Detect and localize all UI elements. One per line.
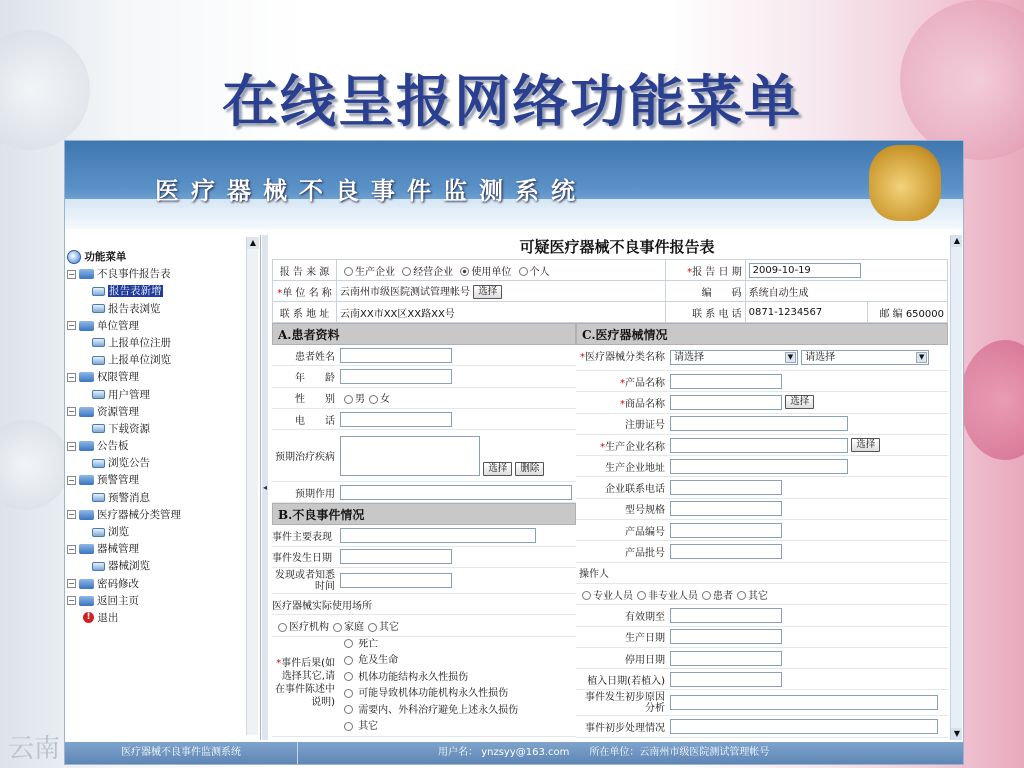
folder-icon <box>79 596 94 606</box>
app-banner <box>65 141 963 229</box>
radio-place-0[interactable] <box>278 623 287 632</box>
collapse-icon[interactable]: − <box>68 579 75 589</box>
radio-consequence[interactable] <box>344 705 353 714</box>
collapse-icon[interactable]: − <box>68 407 75 417</box>
page-icon <box>92 338 105 347</box>
manufacturer-input[interactable] <box>670 438 848 453</box>
menu-item[interactable]: − 不良事件报告表 <box>68 268 171 281</box>
menu-item[interactable]: 用户管理 <box>67 387 247 404</box>
cause-input[interactable] <box>670 695 938 710</box>
menu-item[interactable]: − 预警管理 <box>68 474 139 487</box>
status-system-name: 医疗器械不良事件监测系统 <box>65 742 298 764</box>
radio-source-3[interactable] <box>519 267 528 276</box>
menu-item[interactable]: 浏览公告 <box>67 455 247 472</box>
menu-item[interactable]: − 单位管理 <box>68 319 139 332</box>
folder-icon <box>79 510 94 520</box>
menu-item[interactable]: − 公告板 <box>68 440 129 453</box>
folder-icon <box>79 441 94 451</box>
report-source-options: 生产企业 经营企业 使用单位 个人 <box>337 260 666 281</box>
discover-date-input[interactable] <box>340 573 452 588</box>
collapse-icon[interactable]: − <box>68 596 75 606</box>
report-date-field[interactable]: 2009-10-19 <box>749 263 861 278</box>
folder-icon <box>79 407 94 417</box>
menu-item[interactable]: − 权限管理 <box>68 371 139 384</box>
section-a-header: A.患者资料 <box>272 323 576 345</box>
sidebar-scrollbar[interactable]: ▲ <box>246 237 258 735</box>
consequence-option[interactable]: 死亡 <box>340 637 576 654</box>
handling-input[interactable] <box>670 719 938 734</box>
menu-item[interactable]: 下载资源 <box>67 421 247 438</box>
background-flower <box>0 420 70 510</box>
menu-item[interactable]: 上报单位浏览 <box>67 352 247 369</box>
menu-item[interactable]: 上报单位注册 <box>67 335 247 352</box>
unit-select-button[interactable]: 选择 <box>473 285 502 299</box>
form-scrollbar[interactable]: ▲ ▼ <box>950 235 962 740</box>
menu-item[interactable]: − 资源管理 <box>68 405 139 418</box>
consequence-option[interactable]: 危及生命 <box>340 653 576 670</box>
background-flower <box>960 340 1024 460</box>
phone-value: 0871-1234567 <box>745 302 867 323</box>
radio-operator-3[interactable] <box>737 591 746 600</box>
system-title: 医疗器械不良事件监测系统 <box>155 176 587 205</box>
menu-root: 功能菜单 <box>67 249 247 266</box>
radio-operator-2[interactable] <box>702 591 711 600</box>
consequence-option[interactable]: 其它 <box>340 719 576 736</box>
valid-until-input[interactable] <box>670 608 782 623</box>
collapse-icon[interactable]: − <box>68 372 75 382</box>
disease-delete-button[interactable]: 删除 <box>515 462 544 476</box>
trade-name-select-button[interactable]: 选择 <box>785 395 814 409</box>
unit-name-value: 云南州市级医院测试管理帐号 <box>340 287 470 298</box>
status-bar: 医疗器械不良事件监测系统 用户名： ynzsyy@163.com 所在单位：云南州市级医院测试管理帐号 <box>65 742 964 764</box>
collapse-icon[interactable]: − <box>68 269 75 279</box>
slide-title: 在线呈报网络功能菜单 <box>222 70 802 135</box>
menu-item[interactable]: 器械浏览 <box>67 558 247 575</box>
form-title: 可疑医疗器械不良事件报告表 <box>519 238 715 256</box>
consequence-options <box>338 637 576 736</box>
implant-date-input[interactable] <box>670 672 782 687</box>
page-icon <box>92 304 105 313</box>
page-icon <box>92 424 105 433</box>
menu-item[interactable]: − 密码修改 <box>68 577 139 590</box>
section-b-header: B.不良事件情况 <box>272 503 576 525</box>
zip-value: 650000 <box>905 308 944 320</box>
page-icon <box>92 493 105 502</box>
age-input[interactable] <box>340 369 452 384</box>
consequence-option[interactable]: 可能导致机体功能机构永久性损伤 <box>340 686 576 703</box>
address-value: 云南XX市XX区XX路XX号 <box>337 302 666 323</box>
chevron-down-icon: ▼ <box>916 352 927 363</box>
status-unit: 云南州市级医院测试管理帐号 <box>639 747 770 758</box>
report-form <box>272 235 962 740</box>
menu-item[interactable]: 报告表新增 <box>67 283 247 300</box>
mfr-phone-input[interactable] <box>670 480 782 495</box>
exit-icon: ! <box>83 612 94 623</box>
section-c-header: C.医疗器械情况 <box>576 323 948 345</box>
collapse-icon[interactable]: − <box>68 510 75 520</box>
globe-icon <box>67 250 81 264</box>
panel-splitter[interactable]: ◂ <box>262 235 268 740</box>
model-input[interactable] <box>670 501 782 516</box>
radio-consequence[interactable] <box>344 672 353 681</box>
page-icon <box>92 356 105 365</box>
product-name-input[interactable] <box>670 374 782 389</box>
folder-icon <box>79 321 94 331</box>
page-icon <box>92 528 105 537</box>
folder-icon <box>79 579 94 589</box>
page-icon <box>92 459 105 468</box>
batch-no-input[interactable] <box>670 544 782 559</box>
tel-input[interactable] <box>340 412 452 427</box>
collapse-icon[interactable]: − <box>68 475 75 485</box>
patient-name-input[interactable] <box>340 348 452 363</box>
trade-name-input[interactable] <box>670 395 782 410</box>
radio-source-1[interactable] <box>402 267 411 276</box>
watermark: 云南 <box>8 734 61 764</box>
radio-consequence[interactable] <box>344 689 353 698</box>
report-header-table: 报 告 来 源 生产企业 经营企业 使用单位 个人 *报 告 日 期 2009-10-19 *单 位 名 称 云南州市级医院测试管理帐号 选择 编 码 系统自动生成 联 系 地 址 云南XX市XX区XX路XX号 联 系 电 话 0871-1234567 邮 编 650000 <box>272 259 948 323</box>
radio-consequence[interactable] <box>344 639 353 648</box>
prod-date-input[interactable] <box>670 629 782 644</box>
disease-select-button[interactable]: 选择 <box>483 462 512 476</box>
folder-icon <box>79 372 94 382</box>
collapse-icon[interactable]: − <box>68 321 75 331</box>
consequence-option[interactable]: 需要内、外科治疗避免上述永久损伤 <box>340 703 576 720</box>
folder-icon <box>79 544 94 554</box>
collapse-icon[interactable]: − <box>68 544 75 554</box>
collapse-icon[interactable]: − <box>68 441 75 451</box>
event-date-input[interactable] <box>340 549 452 564</box>
product-no-input[interactable] <box>670 523 782 538</box>
radio-source-2[interactable] <box>460 267 469 276</box>
section-a-b: A.患者资料 患者姓名 年 龄 性 别 男 女 电 话 预期治疗疾病 选择 删除 预期作用 B.不良事件情况 事件主要表现 事件发生日期 发现或者知悉时间 医疗器械实际使用场所 医疗机构 家庭 其它 *事件后果(如选择其它,请在事件陈述中说明) 死亡 危及生命 机体功能结构永久性损伤 可能导致机体功能机构永久性损伤 需要内、外科治疗避免上述永久损伤 其它 <box>272 323 576 738</box>
radio-consequence[interactable] <box>344 656 353 665</box>
disease-textarea[interactable] <box>340 436 480 476</box>
consequence-option[interactable]: 机体功能结构永久性损伤 <box>340 670 576 687</box>
status-user: ynzsyy@163.com <box>481 747 570 758</box>
menu-item[interactable]: ! 退出 <box>67 610 247 627</box>
radio-place-2[interactable] <box>368 623 377 632</box>
folder-icon <box>79 475 94 485</box>
radio-male[interactable] <box>344 395 353 404</box>
category-select-1[interactable]: 请选择 ▼ <box>670 350 798 365</box>
stop-date-input[interactable] <box>670 651 782 666</box>
page-icon <box>92 287 105 296</box>
menu-item[interactable]: − 医疗器械分类管理 <box>68 508 181 521</box>
radio-source-0[interactable] <box>344 267 353 276</box>
page-icon <box>92 562 105 571</box>
manufacturer-select-button[interactable]: 选择 <box>851 438 880 452</box>
money-bag-icon <box>869 145 941 221</box>
radio-operator-0[interactable] <box>582 591 591 600</box>
radio-female[interactable] <box>369 395 378 404</box>
menu-item[interactable]: − 返回主页 <box>68 594 139 607</box>
radio-consequence[interactable] <box>344 722 353 731</box>
menu-tree <box>67 249 247 627</box>
app-window <box>64 140 964 765</box>
menu-item[interactable]: 预警消息 <box>67 490 247 507</box>
category-select-2[interactable]: 请选择 ▼ <box>801 350 929 365</box>
effect-input[interactable] <box>340 485 572 500</box>
section-c: C.医疗器械情况 *医疗器械分类名称 请选择 ▼ 请选择 ▼ *产品名称 *商品名称 选择 注册证号 *生产企业名称 选择 生产企业地址 企业联系电话 型号规格 产品编号 产品批号 操作人 专业人员 非专业人员 患者 其它 有效期至 生产日期 停用日期 植入日期(若植入) 事件发生初步原因分析 事件初步处理情况 <box>576 323 948 738</box>
mfr-address-input[interactable] <box>670 459 848 474</box>
function-menu <box>65 235 261 740</box>
menu-item[interactable]: − 器械管理 <box>68 543 139 556</box>
reg-no-input[interactable] <box>670 416 848 431</box>
menu-item[interactable]: 报告表浏览 <box>67 301 247 318</box>
chevron-down-icon: ▼ <box>785 352 796 363</box>
folder-icon <box>79 269 94 279</box>
radio-place-1[interactable] <box>333 623 342 632</box>
radio-operator-1[interactable] <box>637 591 646 600</box>
menu-item[interactable]: 浏览 <box>67 524 247 541</box>
page-icon <box>92 390 105 399</box>
event-main-input[interactable] <box>340 528 536 543</box>
